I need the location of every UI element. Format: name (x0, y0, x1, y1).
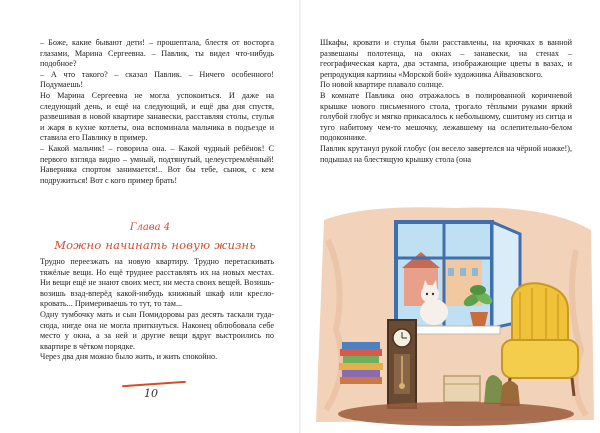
paragraph: Через два дня можно было жить, и жить спокойно. (40, 352, 218, 362)
paragraph: – Какой мальчик! – говорила она. – Какой чудный ребёнок! С первого взгляда видно – умный, подтянутый, целеустремлённый! Наверняка спортом занимается!.. Вот бы тебе, сынок, с кем подружиться! Вот с кого пример брать! (40, 143, 274, 185)
paragraph: – А что такого? – сказал Павлик. – Ничего особенного! Подумаешь! (40, 69, 274, 90)
left-bottom-text (40, 257, 274, 363)
paragraph: – Боже, какие бывают дети! – прошептала, блестя от восторга глазами, Марина Сергеевна. – Павлик, ты видел что-нибудь подобное? (40, 38, 274, 69)
window (388, 222, 520, 334)
paragraph: Павлик крутанул рукой глобус (он весело завертелся на чёрной ножке!), подышал на блестящую крышку стола (она (320, 143, 572, 164)
paragraph: По новой квартире плавало солнце. (320, 80, 444, 90)
page-number: 10 (144, 387, 158, 400)
chapter-number: Глава 4 (129, 222, 171, 233)
paragraph: Но Марина Сергеевна не могла успокоиться. И даже на следующий день, и ещё на следующий, и ещё два дня спустя, развешивая в новой квартире занавески, расставляя столы, стулья и жаря в кухне котлеты, она вспоминала мальчика в подъезде и ставила его Павлику в пример. (40, 90, 274, 143)
box (444, 376, 480, 402)
paragraph: В комнате Павлика оно отражалось в полированной коричневой крышке нового письменного стола, трогало тёплыми руками яркий голубой глобус и мягко прикасалось к небольшому, сшитому из ситца и туго набитому чем-то мешочку, лежавшему на ослепительно-белом подоконнике. (320, 90, 572, 143)
paragraph: Одну тумбочку мать и сын Помидоровы раз десять таскали туда-сюда, нигде она не могла приткнуться. Наконец облюбовала себе место у окна, а за ней и другие вещи вдруг выстроились по квартире в чётком порядке. (40, 309, 274, 351)
paragraph: Шкафы, кровати и стулья были расставлены, на крючках в ванной развешаны полотенца, на окнах – занавески, на стенах – географическая карта, два эстампа, изображающие цветы в вазах, и репродукция картины «Морской бой» художника Айвазовского. (320, 38, 572, 79)
paragraph: Трудно переезжать на новую квартиру. Трудно перетаскивать тяжёлые вещи. Но ещё труднее расставлять их на новых местах. Ни вещи ещё не знают своих мест, ни места своих вещей. Возишь-возишь взад-вперёд какой-нибудь книжный шкаф или кресло-кровать... Примериваешь то тут, то там... (40, 257, 274, 309)
rug (338, 402, 574, 426)
right-page (300, 0, 600, 433)
grandfather-clock (388, 320, 416, 408)
chapter-title: Можно начинать новую жизнь (54, 238, 256, 252)
page-number-block (122, 375, 192, 405)
room-illustration (306, 200, 596, 430)
left-top-text (40, 38, 274, 186)
right-top-text (320, 38, 572, 165)
stack-of-books (339, 342, 383, 384)
